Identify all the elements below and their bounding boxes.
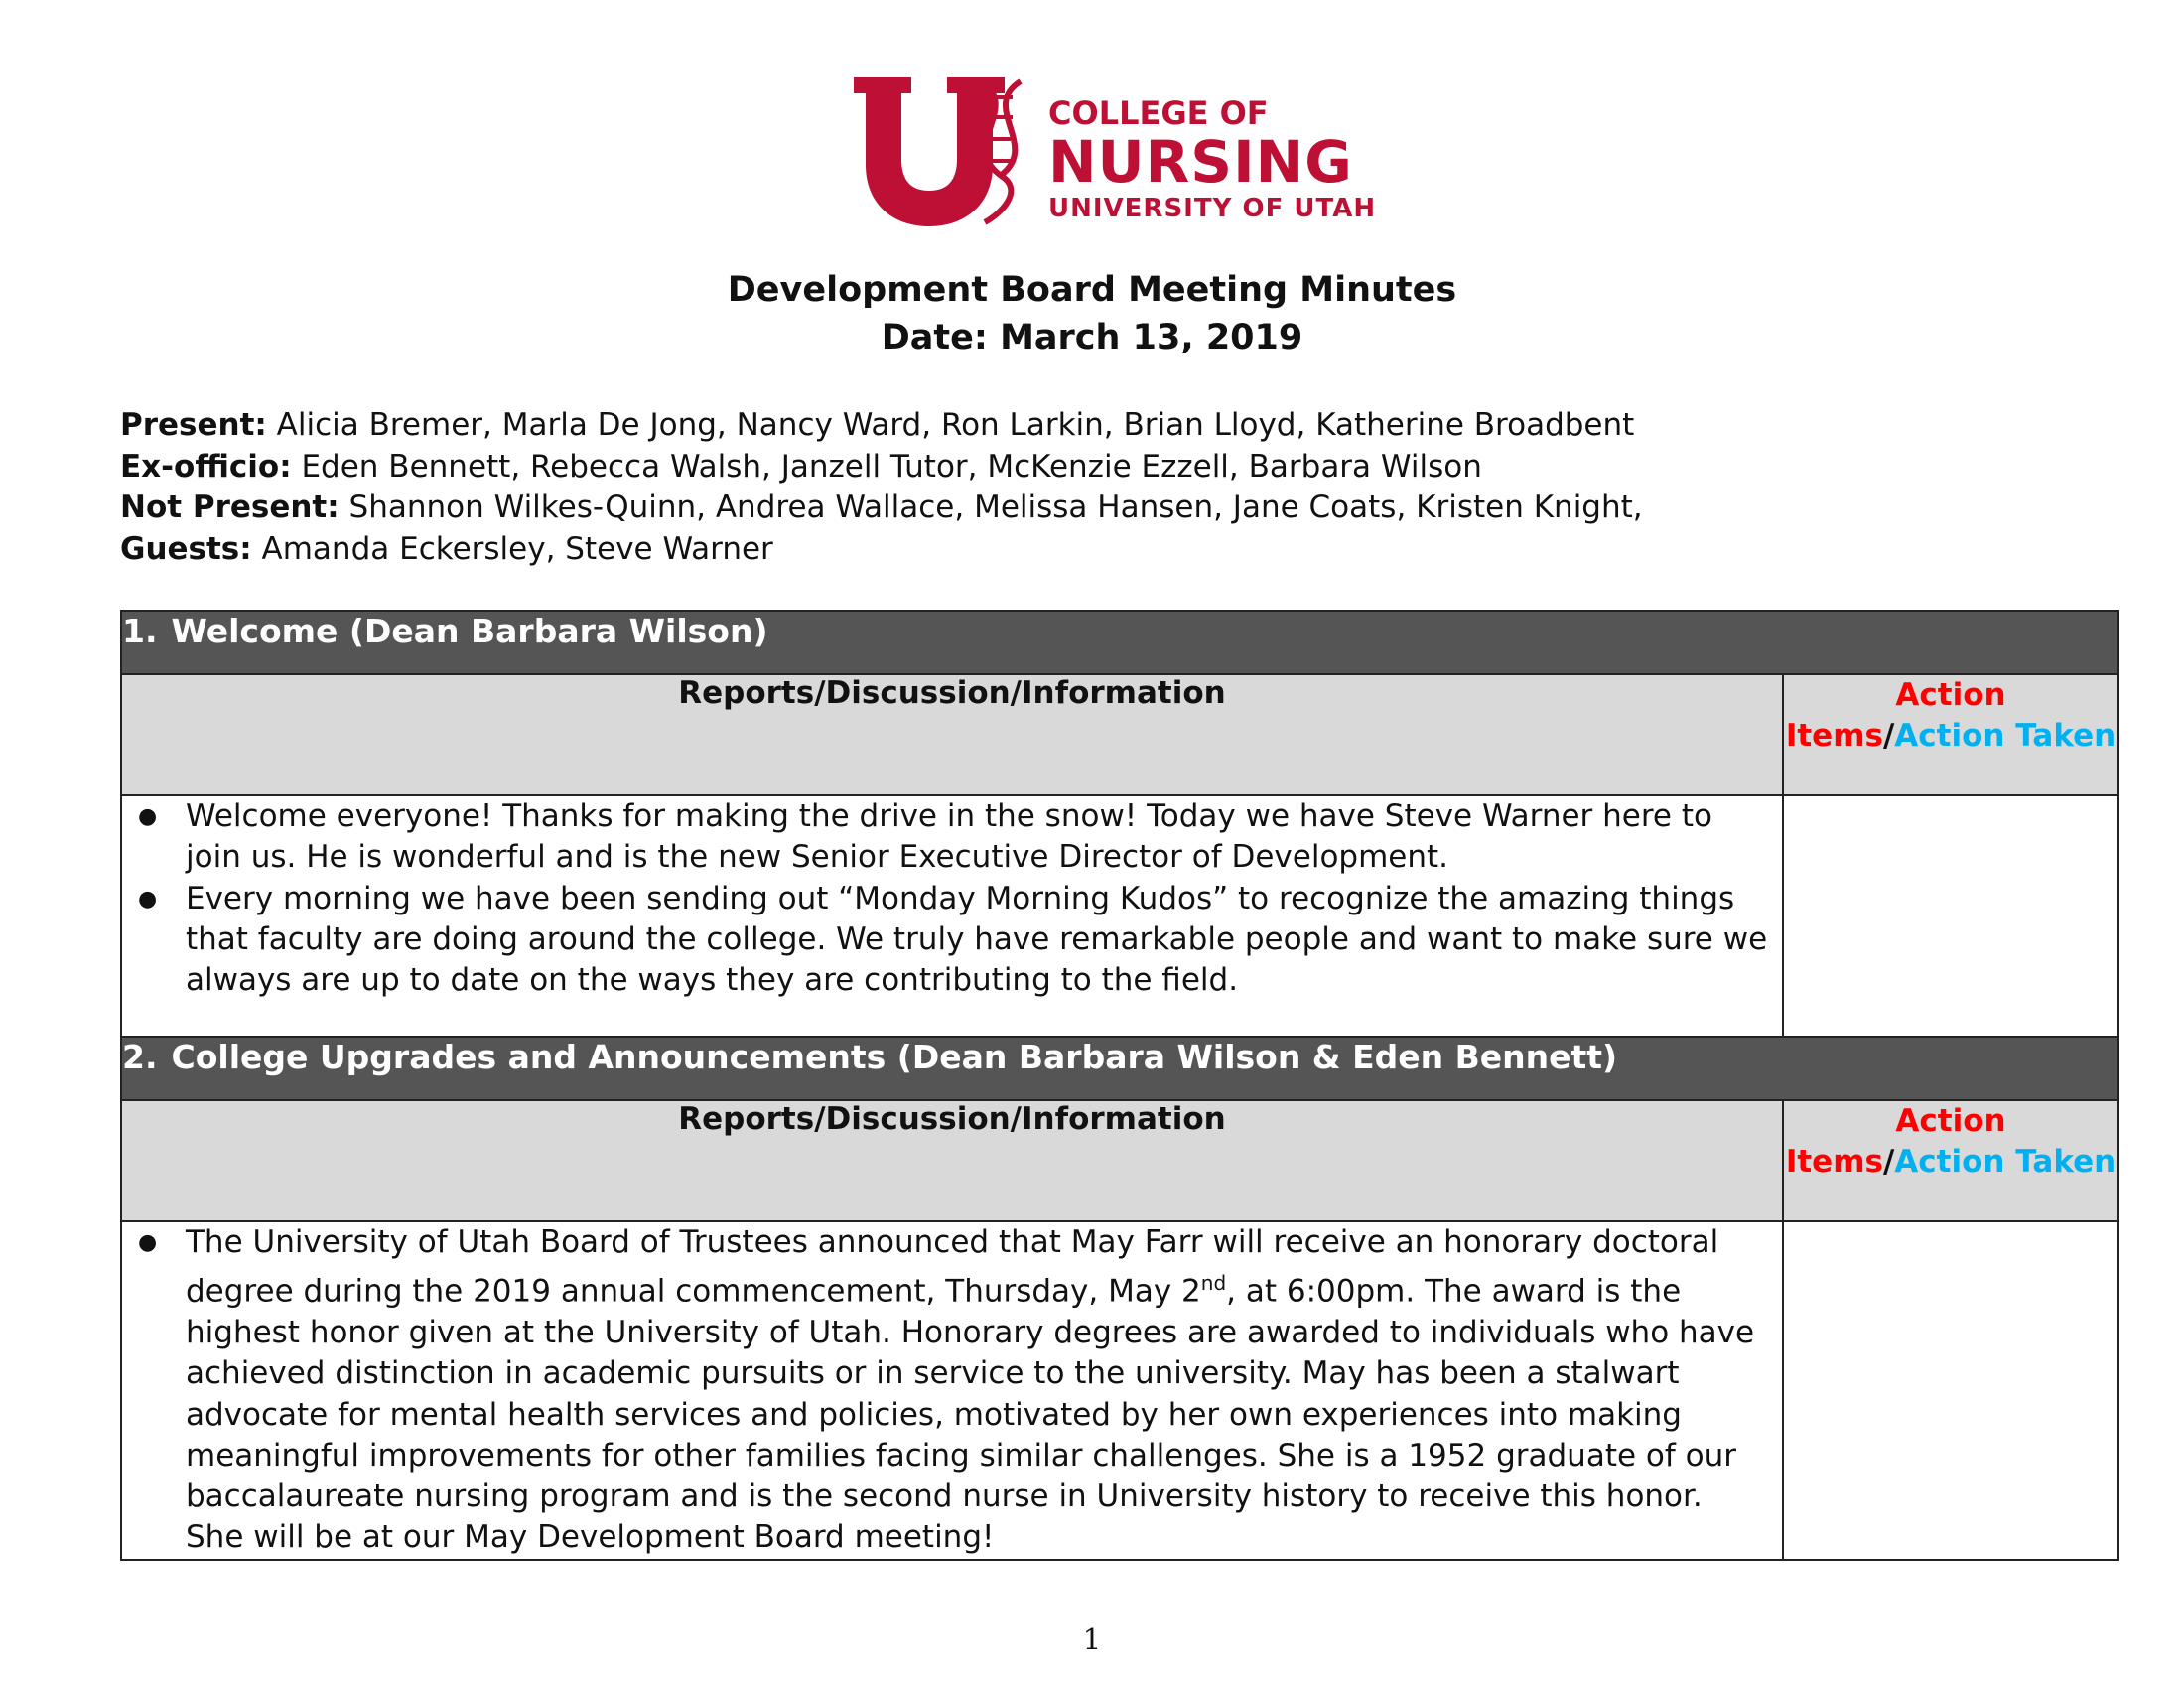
action-cell — [1783, 1221, 2118, 1560]
list-item — [122, 879, 1782, 1002]
notpresent-line — [120, 488, 1643, 529]
exofficio-label: Ex-officio: — [120, 448, 292, 485]
list-item — [122, 1222, 1782, 1559]
action-taken-label: Action Taken — [1894, 718, 2116, 754]
action-taken-label: Action Taken — [1894, 1144, 2116, 1180]
section-body-row — [121, 1221, 2118, 1560]
reports-cell — [121, 1221, 1783, 1560]
action-slash: / — [1882, 718, 1895, 754]
section-body-row — [121, 795, 2118, 1037]
university-u-dna-icon — [854, 77, 1042, 228]
college-logo — [854, 77, 1390, 228]
action-column-header — [1783, 1100, 2118, 1221]
bullet-icon: ● — [138, 1230, 158, 1255]
guests-line — [120, 529, 1643, 571]
action-column-header — [1783, 674, 2118, 795]
action-items-label: Action Items — [1785, 1103, 2006, 1180]
section-header — [121, 611, 2118, 674]
present-line — [120, 405, 1643, 447]
minutes-table — [120, 610, 2119, 1561]
title-date: Date: March 13, 2019 — [881, 318, 1303, 357]
bullet-icon: ● — [138, 886, 158, 912]
section-number: 1. — [122, 612, 158, 650]
guests-label: Guests: — [120, 530, 252, 567]
list-item-text: Welcome everyone! Thanks for making the drive in the snow! Today we have Steve Warner here to join us. He is wonderful and is the new Senior Executive Director of Development. — [186, 798, 1712, 876]
section-header-row — [121, 611, 2118, 674]
page-number: 1 — [1082, 1622, 1102, 1656]
list-item-text: Every morning we have been sending out “Monday Morning Kudos” to recognize the amazing things that faculty are doing around the college. We truly have remarkable people and want to make sure we always are up to date on the ways they are contributing to the field. — [186, 880, 1768, 999]
list-item — [122, 796, 1782, 879]
guests-names: Amanda Eckersley, Steve Warner — [261, 530, 773, 567]
bullet-list — [122, 1222, 1782, 1559]
logo-line-college-of: COLLEGE OF — [1048, 94, 1269, 132]
notpresent-label: Not Present: — [120, 490, 340, 525]
logo-line-university: UNIVERSITY OF UTAH — [1048, 194, 1377, 223]
exofficio-line — [120, 447, 1643, 489]
document-title — [0, 266, 2184, 361]
present-label: Present: — [120, 407, 267, 443]
section-header-row — [121, 1037, 2118, 1100]
column-header-row — [121, 674, 2118, 795]
section-header — [121, 1037, 2118, 1100]
reports-column-header: Reports/Discussion/Information — [121, 1100, 1783, 1221]
logo-wordmark — [1048, 95, 1376, 224]
title-heading: Development Board Meeting Minutes — [727, 270, 1457, 310]
reports-column-header: Reports/Discussion/Information — [121, 674, 1783, 795]
notpresent-names: Shannon Wilkes-Quinn, Andrea Wallace, Melissa Hansen, Jane Coats, Kristen Knight, — [348, 490, 1643, 525]
bullet-icon: ● — [138, 804, 158, 829]
logo-line-nursing: NURSING — [1048, 128, 1353, 196]
attendance-block — [120, 405, 1643, 570]
action-items-label: Action Items — [1785, 677, 2006, 754]
section-title: College Upgrades and Announcements (Dean Barbara Wilson & Eden Bennett) — [171, 1038, 1618, 1076]
list-item-text-before: The University of Utah Board of Trustees announced that May Farr will receive an honorary doctoral degree during the 2019 annual commencement, Thursday, May 2 — [186, 1224, 1719, 1310]
column-header-row — [121, 1100, 2118, 1221]
reports-cell — [121, 795, 1783, 1037]
present-names: Alicia Bremer, Marla De Jong, Nancy Ward, Ron Larkin, Brian Lloyd, Katherine Broadbent — [276, 407, 1635, 443]
section-title: Welcome (Dean Barbara Wilson) — [171, 612, 768, 650]
action-slash: / — [1882, 1144, 1895, 1180]
exofficio-names: Eden Bennett, Rebecca Walsh, Janzell Tutor, McKenzie Ezzell, Barbara Wilson — [301, 448, 1482, 485]
section-number: 2. — [122, 1038, 158, 1076]
ordinal-suffix: nd — [1200, 1271, 1227, 1296]
action-cell — [1783, 795, 2118, 1037]
bullet-list — [122, 796, 1782, 1001]
list-item-text-after: , at 6:00pm. The award is the highest honor given at the University of Utah. Honorary degrees are awarded to individuals who have achieved distinction in academic pursuits or in service to the university. May has been a stalwart advocate for mental health services and policies, motivated by her own experiences into making meaningful improvements for other families facing similar challenges. She is a 1952 graduate of our baccalaureate nursing program and is the second nurse in University history to receive this honor. She will be at our May Development Board meeting! — [186, 1273, 1755, 1556]
